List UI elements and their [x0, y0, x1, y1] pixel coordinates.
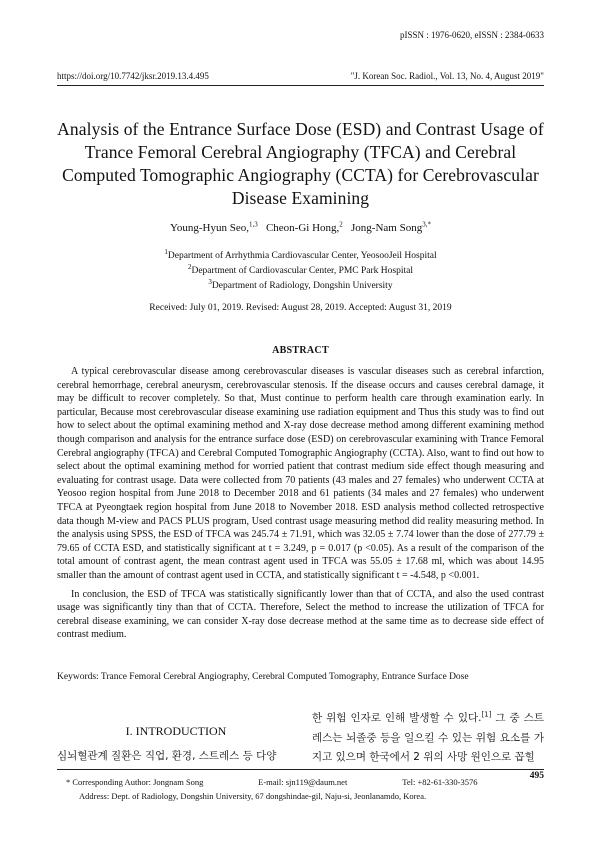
author-2: Cheon-Gi Hong,$^2$ [265, 220, 343, 234]
affiliation-2: $^2$Department of Cardiovascular Center, PMC Park Hospital [187, 262, 413, 276]
footnote-rule [57, 769, 544, 770]
section-heading-introduction: I. INTRODUCTION [125, 724, 227, 738]
right-column [312, 709, 544, 768]
intro-text-right-b: 그 중 스트레스는 뇌졸중 등을 일으킬 수 있는 위험 요소를 가지고 있으며 한국에서 2 위의 사망 원인으로 꼽힐 [312, 712, 544, 763]
journal-citation: "J. Korean Soc. Radiol., Vol. 13, No. 4, August 2019" [350, 71, 544, 81]
issn-line: pISSN : 1976-0620, eISSN : 2384-0633 [399, 30, 544, 40]
page-number: 495 [529, 771, 544, 781]
abstract-body [57, 365, 544, 647]
affiliations [57, 249, 544, 294]
keywords: Keywords: Trance Femoral Cerebral Angiography, Cerebral Computed Tomography, Entrance Surface Dose [57, 672, 469, 682]
intro-text-left: 심뇌혈관계 질환은 직업, 환경, 스트레스 등 다양 [57, 750, 277, 762]
header-rule [57, 85, 544, 86]
abstract-paragraph-1: A typical cerebrovascular disease among cerebrovascular diseases is vascular diseases such as cerebral infarction, cerebral hemorrhage, cerebral aneurysm, cerebrovascular stenosis. If the disease occurs and causes cerebral damage, it may be difficult to recover completely. So that, Must continue to perform health care through examination early. In particular, Because most cerebrovascular disease examining use radiation equipment and Thus this study was to find out how to select about the optimal examining method and X-ray dose decrease method among different examining method though comparison and analysis for the entrance surface dose (ESD) on cerebrovascular examining with Trance Femoral Cerebral angiography (TFCA) and Cerebral Computed Tomographic Angiography (CCTA). Also, want to find out how to select about the optimal examining method for worried patient that contrast medium side effect though measuring and evaluating for contrast usage. Data were collected from 70 patients (43 males and 27 females) who underwent CCTA at Yeosoo region hospital from June 2018 to December 2018 and 61 patients (34 males and 27 females) who underwent TFCA at Pyeongtaek region hospital from June 2018 to November 2018. ESD analysis method collected retrospective data though M-view and PACS PLUS program, Used contrast usage measuring method did reality measuring method. In the analysis using SPSS, the ESD of TFCA was 245.74 ± 71.91, which was 32.05 ± 7.74 lower than the dose of 277.79 ± 79.65 of CCTA ESD, and statistically significant at t = 3.249, p = 0.017 (p <0.05). As a result of the comparison of the total amount of contrast agent, the mean contrast agent used in TFCA was 55.05 ± 17.68 ml, which was about 14.95 smaller than the amount of contrast agent used in CCTA, and statistically significant t = -4.548, p <0.001. [57, 366, 544, 581]
reference-marker[interactable]: [1] [481, 710, 492, 719]
author-3: Jong-Nam Song$^{3,*}$ [351, 220, 431, 234]
abstract-paragraph-2: In conclusion, the ESD of TFCA was statistically significantly lower than that of CCTA, and also the used contrast usage was significantly tiny than that of CCTA. Therefore, Select the method to increase the utilization of TFCA for cerebral disease examining, we can consider X-ray dose decrease method at the same time as to decrease side effect of contrast medium. [57, 588, 544, 641]
author-list [57, 222, 544, 234]
author-phone: Tel: +82-61-330-3576 [402, 777, 478, 787]
abstract-heading: ABSTRACT [272, 345, 329, 356]
author-address: Address: Dept. of Radiology, Dongshin University, 67 dongshindae-gil, Naju-si, Jeonlanamdo, Korea. [79, 791, 427, 801]
corresponding-author-line [66, 777, 536, 787]
affiliation-3: $^3$Department of Radiology, Dongshin University [208, 277, 393, 291]
paper-title: Analysis of the Entrance Surface Dose (ESD) and Contrast Usage of Trance Femoral Cerebral Angiography (TFCA) and Cerebral Computed Tomographic Angiography (CCTA) for Cerebrovascular Disease Examining [57, 119, 544, 208]
intro-text-right-a: 한 위험 인자로 인해 발생할 수 있다. [312, 712, 482, 724]
doi-link[interactable]: https://doi.org/10.7742/jksr.2019.13.4.495 [57, 71, 209, 81]
corresponding-author: * Corresponding Author: Jongnam Song [66, 777, 204, 787]
affiliation-1: $^1$Department of Arrhythmia Cardiovascular Center, YeosooJeil Hospital [164, 247, 437, 261]
left-column [57, 712, 295, 766]
author-email[interactable]: E-mail: sjn119@daum.net [258, 777, 348, 787]
author-1: Young-Hyun Seo,$^{1,3}$ [170, 220, 258, 234]
submission-dates: Received: July 01, 2019. Revised: August 28, 2019. Accepted: August 31, 2019 [149, 303, 452, 313]
